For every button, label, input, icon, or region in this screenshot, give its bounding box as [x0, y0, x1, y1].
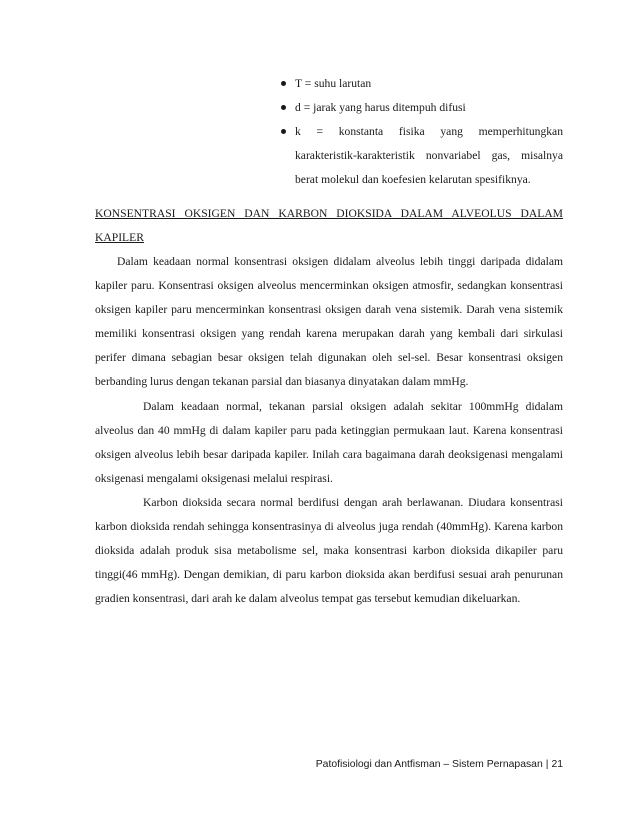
- bullet-dot-icon: [281, 105, 286, 110]
- footer-separator: |: [545, 759, 549, 770]
- paragraph: Dalam keadaan normal konsentrasi oksigen didalam alveolus lebih tinggi daripada didalam kapiler paru. Konsentrasi oksigen alveolus mencerminkan oksigen atmosfir, sedangkan konsentrasi oksigen kapiler paru mencerminkan konsentrasi oksigen darah vena sistemik. Darah vena sistemik memiliki konsentrasi oksigen yang rendah karena merupakan darah yang kembali dari sirkulasi perifer dimana sebagian besar oksigen telah digunakan oleh sel-sel. Besar konsentrasi oksigen berbanding lurus dengan tekanan parsial dan biasanya dinyatakan dalam mmHg.: [95, 255, 563, 389]
- bullet-text: d = jarak yang harus ditempuh difusi: [295, 101, 466, 114]
- footer-title: Patofisiologi dan Antfisman – Sistem Pernapasan: [315, 759, 543, 770]
- page-footer: [316, 759, 563, 770]
- list-item: [281, 120, 563, 192]
- paragraph: Karbon dioksida secara normal berdifusi dengan arah berlawanan. Diudara konsentrasi karbon dioksida rendah sehingga konsentrasinya di alveolus juga rendah (40mmHg). Karena karbon dioksida adalah produk sisa metabolisme sel, maka konsentrasi karbon dioksida dikapiler paru tinggi(46 mmHg). Dengan demikian, di paru karbon dioksida akan berdifusi sesuai arah penurunan gradien konsentrasi, dari arah ke dalam alveolus tempat gas tersebut kemudian dikeluarkan.: [95, 495, 563, 606]
- paragraph: Dalam keadaan normal, tekanan parsial oksigen adalah sekitar 100mmHg didalam alveolus dan 40 mmHg di dalam kapiler paru pada ketinggian permukaan laut. Karena konsentrasi oksigen alveolus lebih besar daripada kapiler. Inilah cara bagaimana darah deoksigenasi mengalami oksigenasi mengalami oksigenasi melalui respirasi.: [95, 399, 563, 485]
- bullet-text: T = suhu larutan: [295, 77, 372, 90]
- list-item: [281, 96, 563, 120]
- section-heading: KONSENTRASI OKSIGEN DAN KARBON DIOKSIDA DALAM ALVEOLUS DALAM KAPILER: [95, 207, 563, 244]
- variable-definition-list: [281, 72, 563, 192]
- bullet-text: k = konstanta fisika yang memperhitungkan karakteristik-karakteristik nonvariabel gas, misalnya berat molekul dan koefesien kelarutan spesifiknya.: [295, 125, 563, 186]
- section-body: [95, 202, 563, 611]
- list-item: [281, 72, 563, 96]
- bullet-dot-icon: [281, 129, 286, 134]
- page-number: 21: [551, 759, 563, 770]
- bullet-dot-icon: [281, 81, 286, 86]
